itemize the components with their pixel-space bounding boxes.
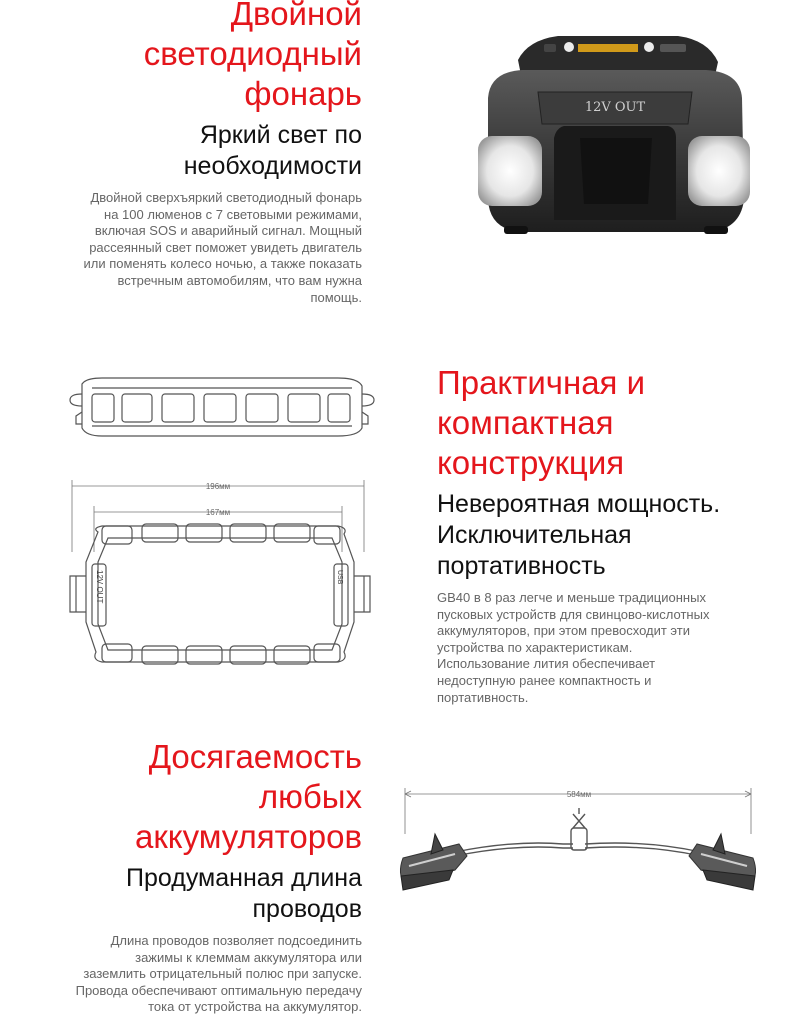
port-label: 12V OUT [584, 100, 646, 115]
section-flashlight [40, 0, 362, 306]
device-front-view-drawing [62, 472, 380, 690]
jumper-cables-drawing [395, 774, 775, 914]
port-label-right: USB [336, 570, 343, 585]
right-clamp-icon [689, 834, 756, 890]
section-subtitle: Продуманная длина проводов [126, 864, 362, 923]
dimension-inner: 167мм [205, 508, 231, 517]
section-subtitle: Невероятная мощность. Исключительная портативность [437, 490, 721, 580]
section-cable-reach [40, 737, 362, 1016]
cable-length-dimension: 584мм [566, 790, 592, 799]
left-led-icon [478, 136, 542, 206]
section-body: Длина проводов позволяет подсоединить зажимы к клеммам аккумулятора или заземлить отрицательный полюс при запуске. Провода обеспечивают оптимальную передачу тока от устройства на аккумулятор. [75, 933, 362, 1015]
section-title: Досягаемость любых аккумуляторов [134, 738, 362, 855]
section-subtitle: Яркий свет по необходимости [183, 121, 362, 180]
dimension-overall: 196мм [205, 482, 231, 491]
port-label-left: 12V OUT [95, 570, 104, 604]
section-compact-design [437, 363, 767, 706]
right-led-icon [688, 136, 750, 206]
section-title: Двойной светодиодный фонарь [143, 0, 362, 112]
flashlight-product-photo [478, 0, 750, 238]
section-body: GB40 в 8 раз легче и меньше традиционных пусковых устройств для свинцово-кислотных аккумуляторов, при этом превосходит эти устройства по характеристикам. Использование лития обеспечивает недоступную ранее компактность и портативность. [437, 590, 710, 705]
left-clamp-icon [400, 834, 467, 890]
section-title: Практичная и компактная конструкция [437, 364, 646, 481]
section-body: Двойной сверхъяркий светодиодный фонарь на 100 люменов с 7 световыми режимами, включая SOS и аварийный сигнал. Мощный рассеянный свет поможет увидеть двигатель или поменять колесо ночью, а также показать встречным автомобилям, что вам нужна помощь. [83, 190, 362, 305]
device-top-view-drawing [62, 372, 380, 442]
